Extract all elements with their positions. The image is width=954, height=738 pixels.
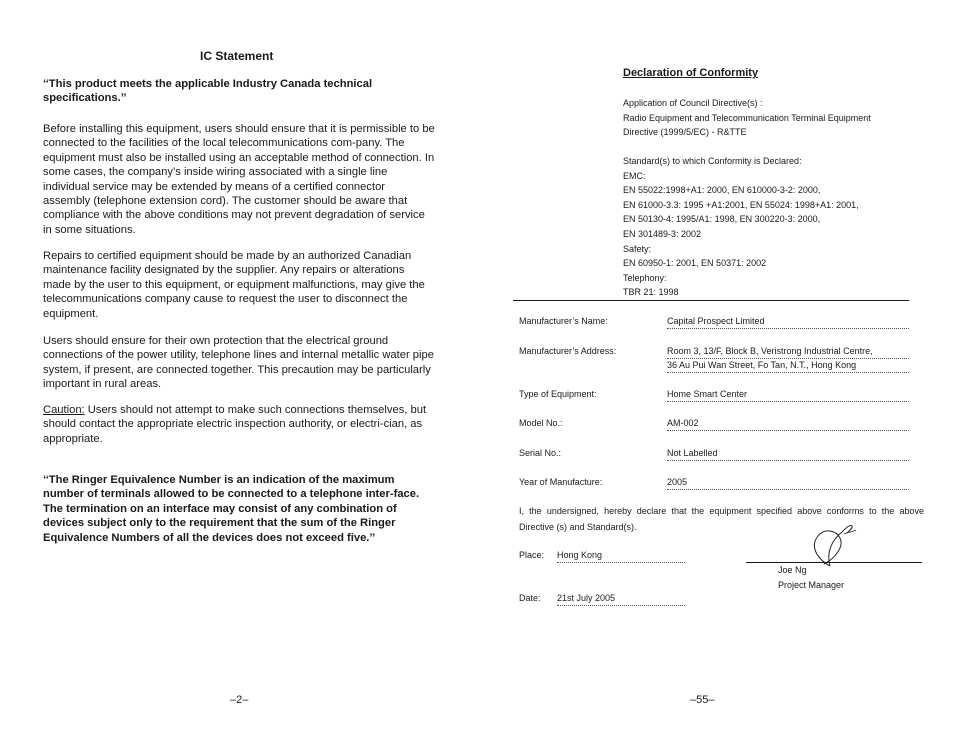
declaration-statement: I, the undersigned, hereby declare that the equipment specified above conforms to the above Directive (s) and Standard(s).	[519, 506, 924, 532]
model-number-label: Model No.:	[519, 418, 563, 428]
directive-line: Application of Council Directive(s) :	[623, 98, 763, 108]
standards-line: EMC:	[623, 170, 646, 181]
standards-line: Telephony:	[623, 272, 667, 283]
place-value: Hong Kong	[557, 550, 685, 563]
ic-paragraph-repairs: Repairs to certified equipment should be made by an authorized Canadian maintenance facility designated by the supplier. Any repairs or alterations made by the user to this equipment, or equipment malfunctions, may give the telecommunications company cause to request the user to disconnect the equipment.	[43, 250, 425, 320]
serial-number-value: Not Labelled	[667, 448, 909, 461]
ic-caution-paragraph	[43, 403, 435, 446]
serial-number-label: Serial No.:	[519, 448, 562, 458]
right-page-number: –55–	[690, 694, 715, 706]
caution-label: Caution:	[43, 404, 85, 416]
directive-line: Radio Equipment and Telecommunication Terminal Equipment	[623, 112, 871, 123]
standards-block	[623, 154, 913, 300]
standards-line: Safety:	[623, 243, 652, 254]
date-label: Date:	[519, 593, 541, 603]
date-value: 21st July 2005	[557, 593, 685, 606]
ic-ringer-statement: ‘‘The Ringer Equivalence Number is an indication of the maximum number of terminals allowed to be connected to a telephone inter-face. The termination on an interface may consist of any combination of devices subject only to the requirement that the sum of the Ringer Equivalence Numbers of all the devices does not exceed five.’’	[43, 474, 420, 544]
model-number-value: AM-002	[667, 418, 909, 431]
signature-icon	[800, 518, 860, 578]
place-label: Place:	[519, 550, 545, 560]
ic-paragraph-installation: Before installing this equipment, users should ensure that it is permissible to be connected to the facilities of the local telecommunications com-pany. The equipment must also be installed using an acceptable method of connection. In some cases, the company’s inside wiring associated with a single line individual service may be extended by means of a certified connector assembly (telephone extension cord). The customer should be aware that compliance with the above conditions may not prevent degradation of service in some situations.	[43, 123, 435, 236]
ic-paragraph-grounding: Users should ensure for their own protection that the electrical ground connections of the power utility, telephone lines and internal metallic water pipe system, if present, are connected together. This precaution may be particularly important in rural areas.	[43, 335, 434, 391]
standards-line: EN 301489-3: 2002	[623, 228, 702, 239]
manufacture-year-value: 2005	[667, 477, 909, 490]
equipment-type-label: Type of Equipment:	[519, 389, 597, 399]
declaration-title: Declaration of Conformity	[623, 67, 759, 79]
manufacturer-address-line1: Room 3, 13/F, Block B, Veristrong Industrial Centre,	[667, 346, 909, 359]
ic-intro-statement: ‘‘This product meets the applicable Industry Canada technical specifications.’’	[43, 78, 373, 105]
left-page-number: –2–	[230, 694, 249, 706]
manufacturer-name-label: Manufacturer’s Name:	[519, 316, 608, 326]
signer-title: Project Manager	[778, 580, 845, 590]
standards-line: EN 50130-4: 1995/A1: 1998, EN 300220-3: 2000,	[623, 214, 821, 225]
manufacturer-address-line2: 36 Au Pui Wan Street, Fo Tan, N.T., Hong Kong	[667, 360, 909, 373]
manufacturer-address-label: Manufacturer’s Address:	[519, 346, 617, 356]
standards-line: TBR 21: 1998	[623, 287, 679, 298]
caution-text: Users should not attempt to make such connections themselves, but should contact the appropriate electric inspection authority, or electri-cian, as appropriate.	[43, 404, 427, 445]
manufacture-year-label: Year of Manufacture:	[519, 477, 603, 487]
council-directive-block	[623, 96, 913, 140]
manufacturer-name-value: Capital Prospect Limited	[667, 316, 909, 329]
signature-line	[746, 562, 922, 563]
standards-line: Standard(s) to which Conformity is Declared:	[623, 156, 802, 166]
signer-name: Joe Ng	[778, 565, 807, 575]
section-divider	[513, 300, 909, 301]
directive-line: Directive (1999/5/EC) - R&TTE	[623, 127, 747, 138]
equipment-type-value: Home Smart Center	[667, 389, 909, 402]
standards-line: EN 55022:1998+A1: 2000, EN 610000-3-2: 2000,	[623, 185, 821, 196]
ic-statement-title: IC Statement	[200, 49, 274, 63]
standards-line: EN 61000-3.3: 1995 +A1:2001, EN 55024: 1998+A1: 2001,	[623, 199, 859, 210]
standards-line: EN 60950-1: 2001, EN 50371: 2002	[623, 258, 767, 269]
